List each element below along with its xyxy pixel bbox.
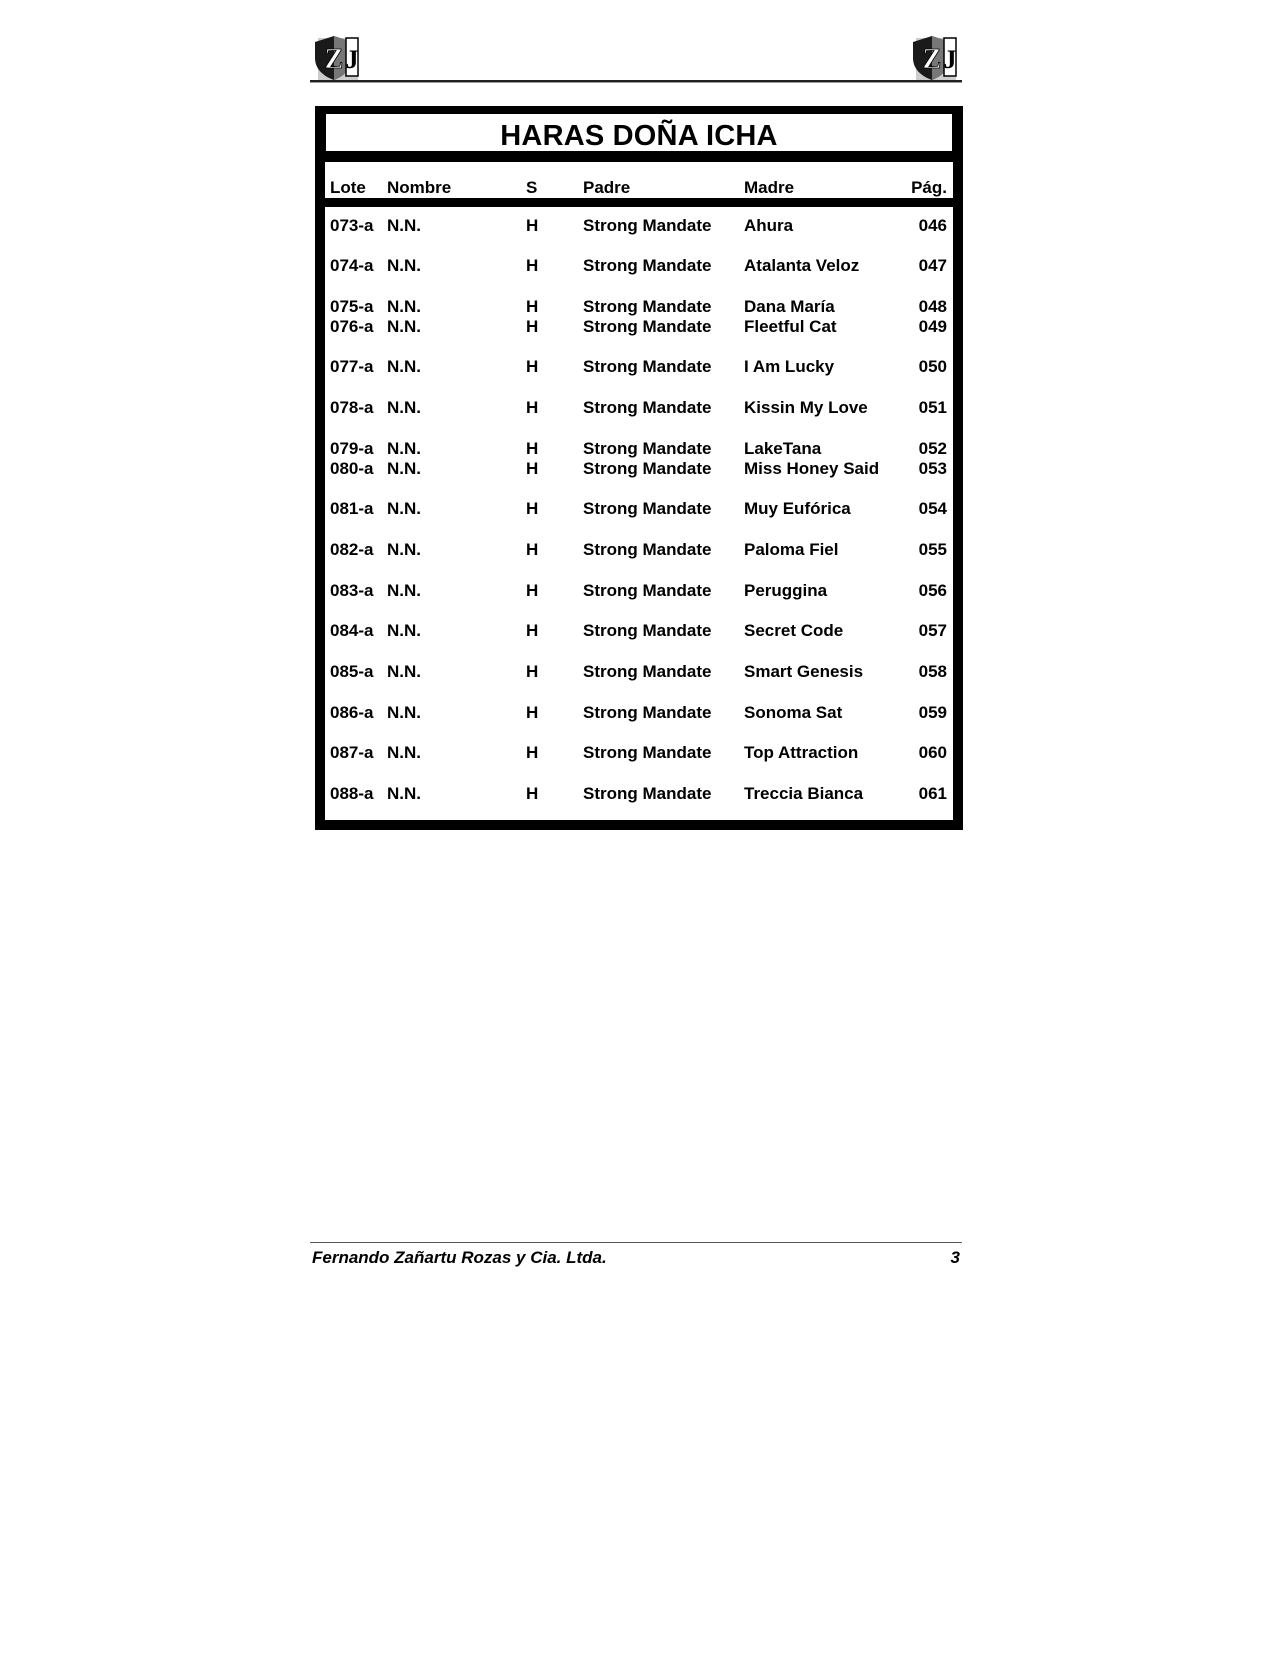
cell-madre: Treccia Bianca <box>744 784 864 803</box>
cell-lote: 087-a <box>330 743 374 762</box>
cell-lote: 084-a <box>330 621 374 640</box>
cell-lote: 077-a <box>330 357 374 376</box>
cell-madre: Top Attraction <box>744 743 859 762</box>
cell-pagina: 057 <box>918 621 947 640</box>
cell-nombre: N.N. <box>387 216 421 235</box>
cell-madre: Kissin My Love <box>744 398 868 417</box>
column-header-pagina: Pág. <box>911 178 947 197</box>
cell-pagina: 049 <box>918 317 947 336</box>
divider <box>315 154 963 162</box>
cell-pagina: 052 <box>918 439 947 458</box>
cell-sexo: H <box>526 540 539 559</box>
cell-padre: Strong Mandate <box>583 357 712 376</box>
cell-padre: Strong Mandate <box>583 459 712 478</box>
column-header-nombre: Nombre <box>387 178 452 197</box>
cell-padre: Strong Mandate <box>583 743 712 762</box>
cell-pagina: 054 <box>918 499 947 518</box>
column-header-madre: Madre <box>744 178 795 197</box>
cell-pagina: 046 <box>918 216 947 235</box>
cell-sexo: H <box>526 357 539 376</box>
cell-nombre: N.N. <box>387 581 421 600</box>
cell-lote: 075-a <box>330 297 374 316</box>
cell-sexo: H <box>526 317 539 336</box>
cell-sexo: H <box>526 621 539 640</box>
cell-sexo: H <box>526 297 539 316</box>
cell-lote: 080-a <box>330 459 374 478</box>
svg-text:Z: Z <box>922 44 942 75</box>
cell-nombre: N.N. <box>387 540 421 559</box>
cell-sexo: H <box>526 216 539 235</box>
cell-lote: 074-a <box>330 256 374 275</box>
cell-pagina: 059 <box>918 703 947 722</box>
cell-sexo: H <box>526 256 539 275</box>
cell-lote: 086-a <box>330 703 374 722</box>
cell-lote: 076-a <box>330 317 374 336</box>
cell-padre: Strong Mandate <box>583 540 712 559</box>
cell-padre: Strong Mandate <box>583 499 712 518</box>
cell-lote: 078-a <box>330 398 374 417</box>
cell-padre: Strong Mandate <box>583 216 712 235</box>
cell-padre: Strong Mandate <box>583 297 712 316</box>
column-header-sexo: S <box>526 178 538 197</box>
cell-sexo: H <box>526 703 539 722</box>
cell-padre: Strong Mandate <box>583 398 712 417</box>
cell-madre: Fleetful Cat <box>744 317 837 336</box>
cell-pagina: 058 <box>918 662 947 681</box>
cell-madre: Ahura <box>744 216 794 235</box>
cell-nombre: N.N. <box>387 743 421 762</box>
cell-pagina: 056 <box>918 581 947 600</box>
footer-company: Fernando Zañartu Rozas y Cia. Ltda. <box>312 1248 607 1267</box>
cell-nombre: N.N. <box>387 357 421 376</box>
cell-lote: 082-a <box>330 540 374 559</box>
cell-madre: Muy Eufórica <box>744 499 851 518</box>
cell-lote: 073-a <box>330 216 374 235</box>
cell-padre: Strong Mandate <box>583 256 712 275</box>
cell-lote: 085-a <box>330 662 374 681</box>
cell-nombre: N.N. <box>387 439 421 458</box>
cell-lote: 081-a <box>330 499 374 518</box>
cell-pagina: 060 <box>918 743 947 762</box>
cell-nombre: N.N. <box>387 499 421 518</box>
cell-padre: Strong Mandate <box>583 662 712 681</box>
cell-madre: Miss Honey Said <box>744 459 880 478</box>
cell-sexo: H <box>526 499 539 518</box>
cell-madre: Secret Code <box>744 621 844 640</box>
cell-nombre: N.N. <box>387 398 421 417</box>
cell-nombre: N.N. <box>387 256 421 275</box>
footer-rule <box>310 1242 962 1243</box>
cell-madre: Dana María <box>744 297 835 316</box>
cell-nombre: N.N. <box>387 662 421 681</box>
cell-madre: Smart Genesis <box>744 662 864 681</box>
cell-pagina: 050 <box>918 357 947 376</box>
svg-text:J: J <box>345 45 359 74</box>
column-header-lote: Lote <box>330 178 366 197</box>
cell-lote: 083-a <box>330 581 374 600</box>
cell-madre: Paloma Fiel <box>744 540 839 559</box>
cell-sexo: H <box>526 459 539 478</box>
cell-madre: LakeTana <box>744 439 822 458</box>
zr-shield-logo-icon <box>312 34 360 82</box>
cell-sexo: H <box>526 581 539 600</box>
cell-sexo: H <box>526 784 539 803</box>
cell-padre: Strong Mandate <box>583 581 712 600</box>
page-number: 3 <box>950 1248 960 1267</box>
cell-nombre: N.N. <box>387 784 421 803</box>
cell-pagina: 048 <box>918 297 947 316</box>
table-title: HARAS DOÑA ICHA <box>500 120 778 152</box>
cell-pagina: 051 <box>918 398 947 417</box>
svg-text:Z: Z <box>324 44 344 75</box>
cell-nombre: N.N. <box>387 703 421 722</box>
cell-sexo: H <box>526 398 539 417</box>
header-rule <box>310 80 962 83</box>
cell-padre: Strong Mandate <box>583 784 712 803</box>
cell-padre: Strong Mandate <box>583 621 712 640</box>
cell-nombre: N.N. <box>387 317 421 336</box>
catalog-table <box>315 106 963 830</box>
cell-padre: Strong Mandate <box>583 317 712 336</box>
divider <box>315 198 963 207</box>
cell-pagina: 053 <box>918 459 947 478</box>
cell-pagina: 047 <box>918 256 947 275</box>
cell-madre: Atalanta Veloz <box>744 256 860 275</box>
cell-lote: 088-a <box>330 784 374 803</box>
svg-text:J: J <box>943 45 957 74</box>
cell-nombre: N.N. <box>387 297 421 316</box>
cell-madre: Peruggina <box>744 581 828 600</box>
cell-madre: I Am Lucky <box>744 357 835 376</box>
cell-sexo: H <box>526 743 539 762</box>
cell-sexo: H <box>526 662 539 681</box>
cell-nombre: N.N. <box>387 621 421 640</box>
column-header-padre: Padre <box>583 178 631 197</box>
cell-nombre: N.N. <box>387 459 421 478</box>
cell-pagina: 061 <box>918 784 947 803</box>
cell-padre: Strong Mandate <box>583 703 712 722</box>
cell-padre: Strong Mandate <box>583 439 712 458</box>
zr-shield-logo-icon <box>910 34 958 82</box>
cell-pagina: 055 <box>918 540 947 559</box>
cell-sexo: H <box>526 439 539 458</box>
cell-lote: 079-a <box>330 439 374 458</box>
cell-madre: Sonoma Sat <box>744 703 843 722</box>
title-box <box>323 114 955 154</box>
